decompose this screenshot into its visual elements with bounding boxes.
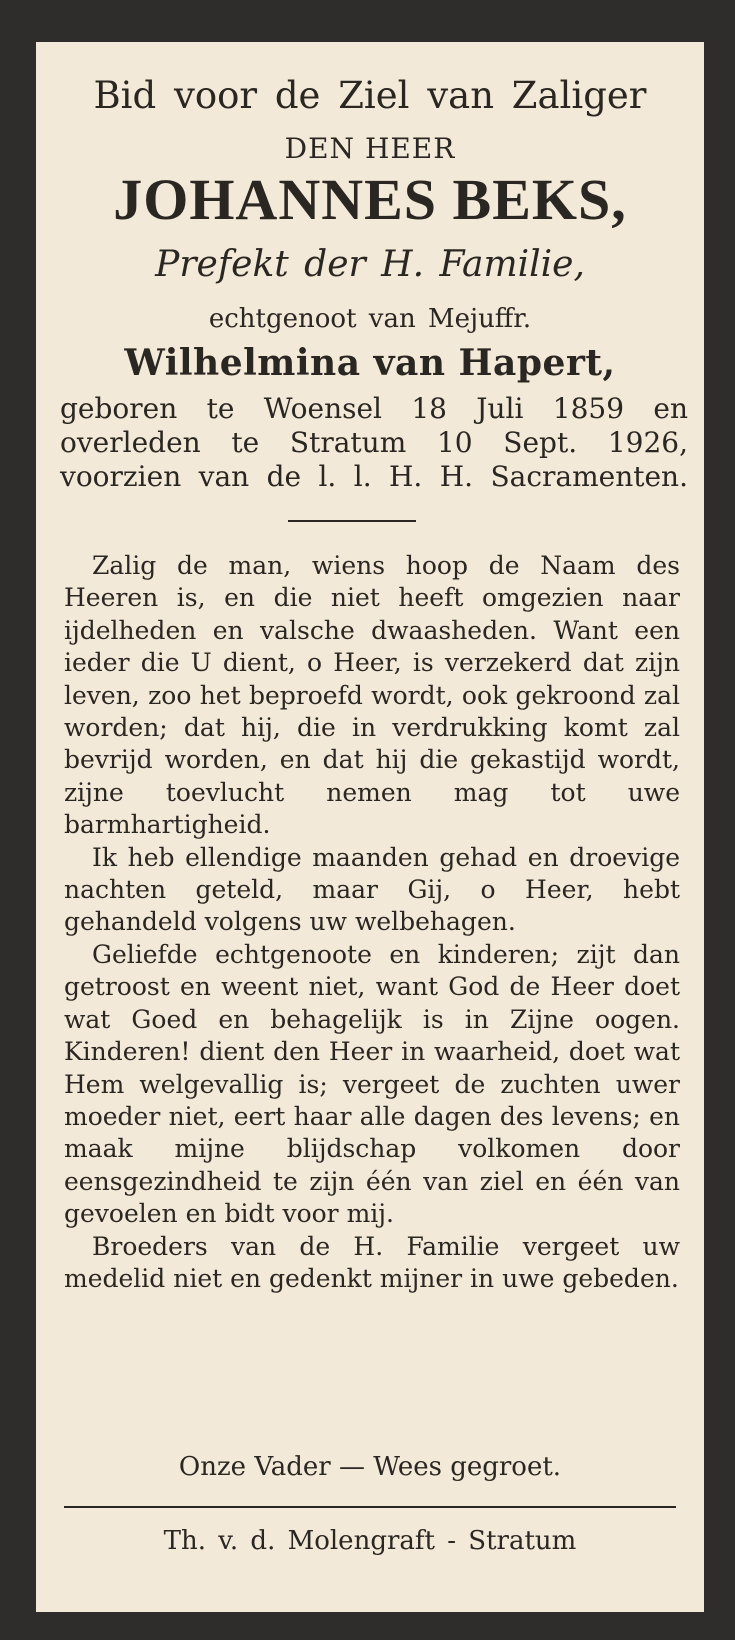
title-prefix: DEN HEER [284, 132, 456, 165]
life-dates [60, 392, 688, 494]
card-paper [36, 42, 704, 1612]
divider-long [64, 1506, 676, 1508]
paragraph-3: Geliefde echtgenoote en kinderen; zijt dan getroost en weent niet, want God de Heer doet wat Goed en behagelijk is in Zijne oogen. Kinderen! dient den Heer in waarheid, doet wat Hem welgevallig is; vergeet de zuchten uwer moeder niet, eert haar alle dagen des levens; en maak mijne blijdschap volkomen door eensgezindheid te zijn één van ziel en één van gevoelen en bidt voor mij. [64, 939, 680, 1229]
spouse-name: Wilhelmina van Hapert, [124, 342, 616, 384]
death-line: overleden te Stratum 10 Sept. 1926, [60, 426, 688, 459]
closing-prayer: Onze Vader — Wees gegroet. [178, 1452, 562, 1482]
sacraments-line: voorzien van de l. l. H. H. Sacramenten. [60, 460, 688, 493]
paragraph-2: Ik heb ellendige maanden gehad en droevige nachten geteld, maar Gij, o Heer, hebt gehandeld volgens uw welbehagen. [64, 842, 680, 937]
paragraph-4: Broeders van de H. Familie vergeet uw medelid niet en gedenkt mijner in uwe gebeden. [64, 1231, 680, 1293]
prayer-line: Bid voor de Ziel van Zaliger [93, 74, 647, 117]
deceased-name: JOHANNES BEKS, [113, 167, 627, 232]
printer-imprint: Th. v. d. Molengraft - Stratum [163, 1526, 577, 1556]
deceased-role: Prefekt der H. Familie, [155, 244, 585, 285]
divider-short [288, 520, 416, 522]
birth-line: geboren te Woensel 18 Juli 1859 en [60, 392, 688, 425]
spouse-intro: echtgenoot van Mejuffr. [208, 304, 532, 334]
prayer-text [64, 550, 680, 1295]
paragraph-1: Zalig de man, wiens hoop de Naam des Heeren is, en die niet heeft omgezien naar ijdelheden en valsche dwaasheden. Want een ieder die U dient, o Heer, is verzekerd dat zijn leven, zoo het beproefd wordt, ook gekroond zal worden; dat hij, die in verdrukking komt zal bevrijd worden, en dat hij die gekastijd wordt, zijne toevlucht nemen mag tot uwe barmhartigheid. [64, 551, 680, 840]
